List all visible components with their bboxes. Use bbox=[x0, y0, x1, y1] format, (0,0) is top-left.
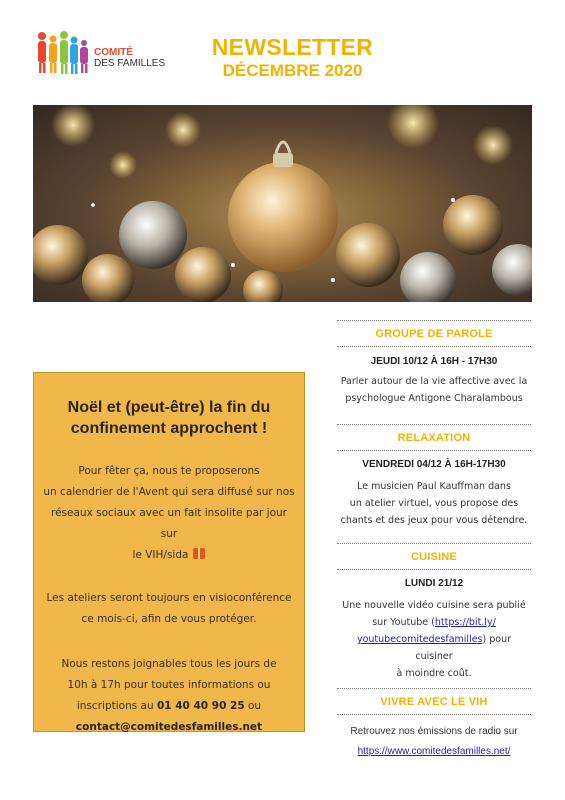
desc-line: Retrouvez nos émissions de radio sur bbox=[350, 726, 518, 737]
workshops-paragraph bbox=[34, 588, 304, 630]
divider bbox=[337, 346, 531, 347]
page-subtitle: DÉCEMBRE 2020 bbox=[222, 61, 363, 80]
advent-line1: Pour fêter ça, nous te proposerons bbox=[78, 465, 260, 477]
gift-icon bbox=[193, 548, 205, 559]
announcement-title-line1: Noël et (peut-être) la fin du bbox=[67, 399, 271, 416]
section-desc-cuisine bbox=[337, 597, 531, 682]
section-heading-relaxation: RELAXATION bbox=[397, 432, 471, 444]
workshops-line1: Les ateliers seront toujours en visioconférence bbox=[46, 592, 292, 604]
section-desc-groupe-de-parole bbox=[337, 373, 531, 407]
section-heading-vivre-avec-le-vih: VIVRE AVEC LE VIH bbox=[380, 696, 488, 708]
desc-line: chants et des jeux pour vous détendre. bbox=[340, 515, 528, 526]
youtube-link-part1[interactable]: https://bit.ly/ bbox=[434, 617, 496, 628]
announcement-title bbox=[34, 397, 304, 439]
divider bbox=[337, 424, 531, 425]
advent-line4-text: le VIH/sida bbox=[132, 549, 189, 561]
section-desc-relaxation bbox=[337, 478, 531, 529]
newsletter-title-block bbox=[200, 34, 385, 82]
contact-line2: 10h à 17h pour toutes informations ou bbox=[67, 679, 271, 691]
desc-text: sur Youtube ( bbox=[372, 617, 435, 628]
desc-line: Parler autour de la vie affective avec la bbox=[340, 376, 528, 387]
youtube-link-part2[interactable]: youtubecomitedesfamilles bbox=[356, 634, 483, 645]
hero-image bbox=[33, 105, 532, 302]
advent-line3: réseaux sociaux avec un fait insolite par jour sur bbox=[51, 507, 287, 540]
desc-text: ) pour cuisiner bbox=[415, 634, 512, 662]
logo-text bbox=[94, 47, 165, 69]
contact-paragraph bbox=[34, 654, 304, 738]
advent-paragraph bbox=[34, 461, 304, 566]
page-title: NEWSLETTER bbox=[211, 34, 374, 60]
divider bbox=[337, 569, 531, 570]
phone-number[interactable]: 01 40 40 90 25 bbox=[156, 700, 245, 712]
announcement-box bbox=[33, 372, 305, 732]
desc-line: Le musicien Paul Kauffman dans bbox=[357, 481, 511, 492]
divider bbox=[337, 714, 531, 715]
advent-line4 bbox=[42, 545, 296, 566]
family-figures-icon bbox=[34, 30, 90, 76]
desc-line: un atelier virtuel, vous propose des bbox=[349, 498, 519, 509]
desc-line bbox=[337, 631, 531, 665]
contact-line1: Nous restons joignables tous les jours de bbox=[61, 658, 277, 670]
logo-line1: COMITÉ bbox=[94, 47, 133, 58]
advent-line2: un calendrier de l'Avent qui sera diffusé sur nos bbox=[43, 486, 295, 498]
section-date-groupe-de-parole: JEUDI 10/12 À 16H - 17H30 bbox=[370, 356, 498, 367]
divider bbox=[337, 320, 531, 321]
section-desc-vivre-avec-le-vih bbox=[337, 722, 531, 762]
announcement-title-line2: confinement approchent ! bbox=[70, 420, 268, 437]
contact-line3-post: ou bbox=[248, 700, 262, 712]
radio-website-link[interactable]: https://www.comitedesfamilles.net/ bbox=[357, 746, 511, 757]
section-date-relaxation: VENDREDI 04/12 À 16H-17H30 bbox=[362, 459, 506, 470]
desc-line: psychologue Antigone Charalambous bbox=[345, 393, 523, 404]
desc-line bbox=[337, 614, 531, 631]
contact-line3 bbox=[42, 696, 296, 717]
logo-line2: DES FAMILLES bbox=[94, 58, 166, 69]
christmas-bauble-photo bbox=[33, 105, 532, 302]
desc-line: Une nouvelle vidéo cuisine sera publié bbox=[342, 600, 526, 611]
section-heading-cuisine: CUISINE bbox=[410, 551, 458, 563]
workshops-line2: ce mois-ci, afin de vous protéger. bbox=[81, 613, 257, 625]
section-date-cuisine: LUNDI 21/12 bbox=[404, 578, 464, 589]
divider bbox=[337, 450, 531, 451]
divider bbox=[337, 543, 531, 544]
contact-line3-pre: inscriptions au bbox=[76, 700, 154, 712]
contact-email[interactable]: contact@comitedesfamilles.net bbox=[75, 721, 263, 733]
logo bbox=[34, 30, 174, 78]
desc-line: à moindre coût. bbox=[396, 668, 472, 679]
divider bbox=[337, 688, 531, 689]
section-heading-groupe-de-parole: GROUPE DE PAROLE bbox=[375, 328, 493, 340]
